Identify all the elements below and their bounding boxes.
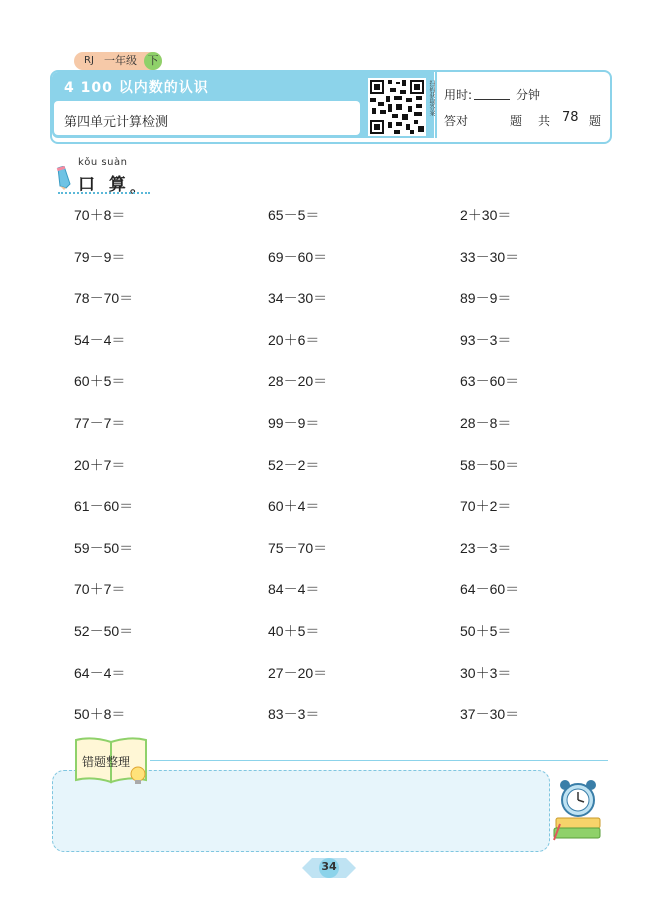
total-label: 共 xyxy=(538,114,551,128)
arithmetic-problem[interactable]: 59－50＝ xyxy=(74,539,134,556)
arithmetic-problem[interactable]: 63－60＝ xyxy=(460,373,520,390)
arithmetic-problem[interactable]: 54－4＝ xyxy=(74,331,126,348)
arithmetic-problem[interactable]: 28－20＝ xyxy=(268,373,328,390)
arithmetic-problem[interactable]: 27－20＝ xyxy=(268,664,328,681)
arithmetic-problem[interactable]: 89－9＝ xyxy=(460,290,512,307)
arithmetic-problem[interactable]: 28－8＝ xyxy=(460,415,512,431)
arithmetic-problem[interactable]: 58－50＝ xyxy=(460,456,520,473)
section-pinyin: kǒu suàn xyxy=(78,157,128,168)
pencil-icon xyxy=(54,166,74,194)
arithmetic-problem[interactable]: 75－70＝ xyxy=(268,539,328,556)
mistake-divider xyxy=(150,760,608,761)
arithmetic-problem[interactable]: 70＋8＝ xyxy=(74,207,126,223)
answered-label: 答对 xyxy=(444,114,469,128)
unit-title: 4 100 以内数的认识 xyxy=(64,80,209,96)
arithmetic-problem[interactable]: 64－4＝ xyxy=(74,664,126,681)
time-answer-line[interactable] xyxy=(474,99,510,100)
qr-caption: 扫码获取答案 xyxy=(428,80,435,116)
arithmetic-problem[interactable]: 40＋5＝ xyxy=(268,623,320,639)
arithmetic-problem[interactable]: 50＋8＝ xyxy=(74,706,126,723)
qr-code[interactable] xyxy=(368,78,426,136)
arithmetic-problem[interactable]: 84－4＝ xyxy=(268,581,320,598)
arithmetic-problem[interactable]: 50＋5＝ xyxy=(460,623,512,639)
arithmetic-problem[interactable]: 2＋30＝ xyxy=(460,207,512,223)
arithmetic-problem[interactable]: 70＋2＝ xyxy=(460,498,512,515)
arithmetic-problem[interactable]: 20＋7＝ xyxy=(74,456,126,473)
publisher-label: RJ xyxy=(84,55,94,66)
answered-unit: 题 xyxy=(510,114,523,128)
arithmetic-problem[interactable]: 34－30＝ xyxy=(268,290,328,307)
total-count: 78 xyxy=(562,110,579,125)
arithmetic-problem[interactable]: 33－30＝ xyxy=(460,248,520,265)
arithmetic-problem[interactable]: 64－60＝ xyxy=(460,581,520,598)
arithmetic-problem[interactable]: 69－60＝ xyxy=(268,248,328,265)
arithmetic-problem[interactable]: 70＋7＝ xyxy=(74,581,126,598)
mistake-label: 错题整理 xyxy=(82,755,131,769)
arithmetic-problem[interactable]: 20＋6＝ xyxy=(268,331,320,348)
page-number: 34 xyxy=(321,860,337,873)
arithmetic-problem[interactable]: 83－3＝ xyxy=(268,706,320,723)
arithmetic-problem[interactable]: 79－9＝ xyxy=(74,248,126,265)
arithmetic-problem[interactable]: 52－50＝ xyxy=(74,623,134,639)
arithmetic-problem[interactable]: 30＋3＝ xyxy=(460,664,512,681)
arithmetic-problem[interactable]: 65－5＝ xyxy=(268,207,320,223)
section-title: 口 算 xyxy=(78,175,130,195)
arithmetic-problem[interactable]: 99－9＝ xyxy=(268,415,320,431)
arithmetic-problem[interactable]: 60＋5＝ xyxy=(74,373,126,390)
arithmetic-problem[interactable]: 93－3＝ xyxy=(460,331,512,348)
total-unit: 题 xyxy=(589,114,602,128)
section-underline xyxy=(58,192,150,194)
arithmetic-problem[interactable]: 77－7＝ xyxy=(74,415,126,431)
arithmetic-problem[interactable]: 60＋4＝ xyxy=(268,498,320,515)
arithmetic-problem[interactable]: 37－30＝ xyxy=(460,706,520,723)
section-title-dot: 。 xyxy=(130,178,146,196)
header-divider xyxy=(435,72,437,138)
alarm-clock-icon xyxy=(552,778,604,848)
arithmetic-problem[interactable]: 61－60＝ xyxy=(74,498,134,515)
term-badge: 下 xyxy=(144,52,162,70)
grade-tag xyxy=(74,52,162,70)
qr-code-icon xyxy=(368,78,426,136)
worksheet-subtitle: 第四单元计算检测 xyxy=(64,115,169,130)
grade-label: 一年级 xyxy=(104,54,137,67)
time-unit: 分钟 xyxy=(516,88,541,102)
arithmetic-problem[interactable]: 52－2＝ xyxy=(268,456,320,473)
time-label: 用时: xyxy=(444,88,473,102)
arithmetic-problem[interactable]: 23－3＝ xyxy=(460,539,512,556)
arithmetic-problem[interactable]: 78－70＝ xyxy=(74,290,134,307)
